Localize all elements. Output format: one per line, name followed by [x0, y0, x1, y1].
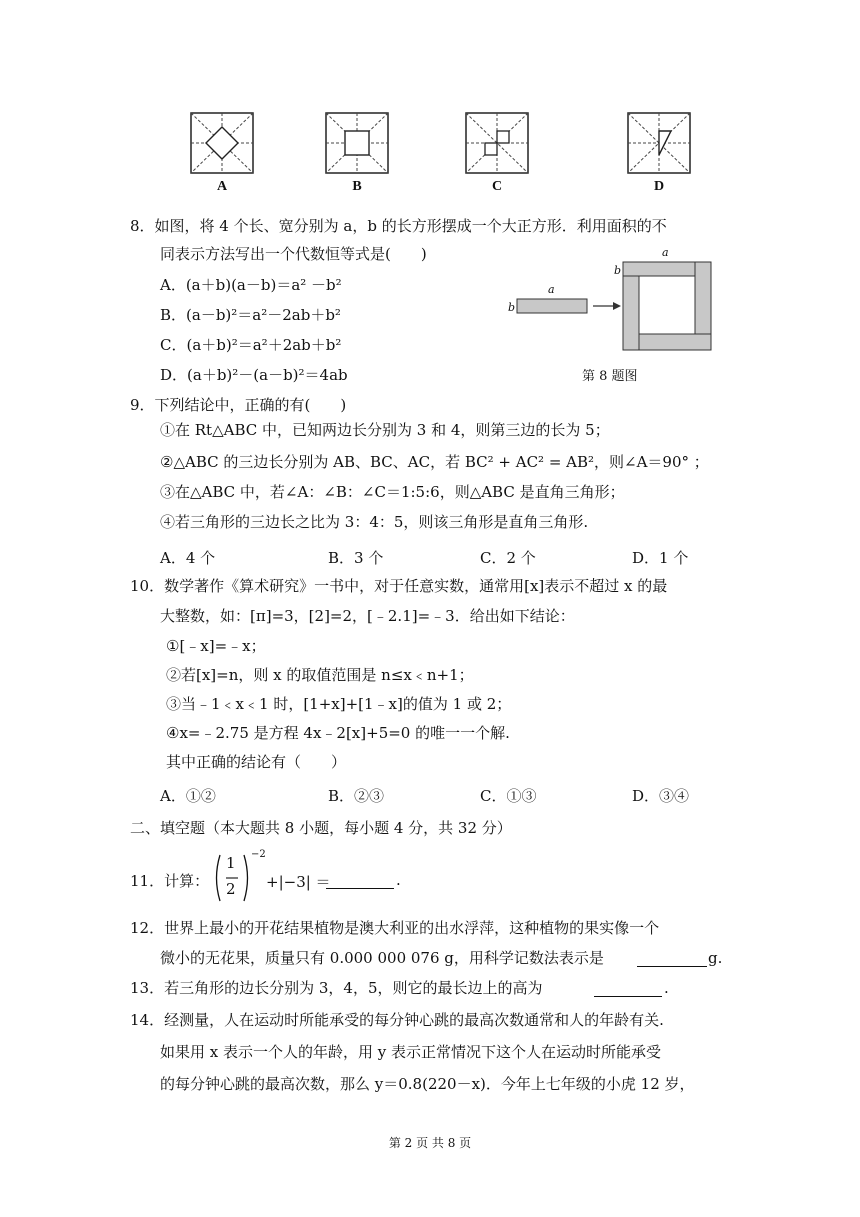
q9-option-c: C．2 个 [480, 549, 536, 567]
q11-numerator: 1 [226, 854, 236, 872]
q10-item-2: ②若[x]=n，则 x 的取值范围是 n≤x﹤n+1； [166, 666, 474, 684]
figure-label-b: B [352, 179, 362, 194]
q9-item-4: ④若三角形的三边长之比为 3：4：5，则该三角形是直角三角形. [160, 513, 589, 531]
page-footer: 第 2 页 共 8 页 [388, 1136, 472, 1150]
q8-option-c: C．(a＋b)²＝a²＋2ab＋b² [160, 336, 342, 354]
q13-text: 13．若三角形的边长分别为 3，4，5，则它的最长边上的高为 [130, 979, 543, 997]
q8-figure-caption: 第 8 题图 [582, 369, 638, 384]
q8-fig-label-a-big: a [662, 246, 669, 259]
figure-a [190, 112, 254, 174]
q10-item-1: ①[﹣x]=﹣x； [166, 637, 266, 655]
figure-c [465, 112, 529, 174]
figure-b [325, 112, 389, 174]
q9-option-a: A．4 个 [160, 549, 216, 567]
q12-line2a: 微小的无花果，质量只有 0.000 000 076 g，用科学记数法表示是 [160, 949, 604, 967]
q9-item-3: ③在△ABC 中，若∠A：∠B：∠C＝1:5:6，则△ABC 是直角三角形； [160, 483, 625, 501]
q11-abs-part: +|−3| ＝ [266, 873, 331, 891]
q8-option-b: B．(a－b)²＝a²－2ab＋b² [160, 306, 341, 324]
q8-line1: 8．如图，将 4 个长、宽分别为 a，b 的长方形摆成一个大正方形．利用面积的不 [130, 217, 667, 235]
q13-end: . [664, 979, 669, 997]
figure-label-d: D [653, 179, 665, 194]
q9-item-1: ①在 Rt△ABC 中，已知两边长分别为 3 和 4，则第三边的长为 5； [160, 421, 610, 439]
q11-exponent: −2 [251, 849, 266, 860]
q12-answer-blank[interactable] [637, 950, 707, 967]
q14-line1: 14．经测量，人在运动时所能承受的每分钟心跳的最高次数通常和人的年龄有关. [130, 1011, 664, 1029]
q14-line3: 的每分钟心跳的最高次数，那么 y＝0.8(220－x)．今年上七年级的小虎 12 岁， [160, 1075, 695, 1093]
q8-fig-label-b-small: b [508, 301, 516, 314]
q11-prefix: 11．计算： [130, 872, 210, 890]
q11-denominator: 2 [226, 880, 236, 898]
q14-line2: 如果用 x 表示一个人的年龄，用 y 表示正常情况下这个人在运动时所能承受 [160, 1043, 662, 1061]
q9-option-d: D．1 个 [632, 549, 689, 567]
q9-stem: 9．下列结论中，正确的有( ) [130, 396, 347, 414]
q10-item-4: ④x=﹣2.75 是方程 4x﹣2[x]+5=0 的唯一一个解. [166, 724, 510, 742]
q8-line2: 同表示方法写出一个代数恒等式是( ) [160, 245, 427, 263]
q13-answer-blank[interactable] [594, 980, 662, 997]
figure-d [627, 112, 691, 174]
q10-option-d: D．③④ [632, 787, 690, 805]
q10-option-b: B．②③ [328, 787, 385, 805]
q8-fig-label-a-small: a [548, 283, 555, 296]
q10-option-a: A．①② [160, 787, 216, 805]
q10-option-c: C．①③ [480, 787, 537, 805]
q8-option-d: D．(a＋b)²－(a－b)²＝4ab [160, 366, 348, 384]
q11-end: . [396, 871, 401, 889]
q12-line1: 12．世界上最小的开花结果植物是澳大利亚的出水浮萍，这种植物的果实像一个 [130, 919, 660, 937]
q10-line2: 大整数，如：[π]=3，[2]=2，[﹣2.1]=﹣3．给出如下结论： [160, 607, 575, 625]
q8-figure [505, 246, 715, 356]
figure-label-a: A [216, 179, 228, 194]
q11-answer-blank[interactable] [326, 872, 394, 889]
figure-label-c: C [491, 179, 503, 194]
q12-line2b: g. [708, 949, 723, 967]
q9-item-2: ②△ABC 的三边长分别为 AB、BC、AC，若 BC² + AC² = AB²，则∠A＝90° ； [160, 453, 709, 471]
q10-line1: 10．数学著作《算术研究》一书中，对于任意实数，通常用[x]表示不超过 x 的最 [130, 577, 668, 595]
q9-option-b: B．3 个 [328, 549, 384, 567]
section-2-heading: 二、填空题（本大题共 8 小题，每小题 4 分，共 32 分） [130, 819, 512, 837]
q8-option-a: A．(a＋b)(a－b)＝a² －b² [160, 276, 342, 294]
q10-item-3: ③当﹣1﹤x﹤1 时，[1+x]+[1﹣x]的值为 1 或 2； [166, 695, 512, 713]
q8-fig-label-b-big: b [614, 264, 622, 277]
q10-ask: 其中正确的结论有（ ） [166, 753, 347, 771]
